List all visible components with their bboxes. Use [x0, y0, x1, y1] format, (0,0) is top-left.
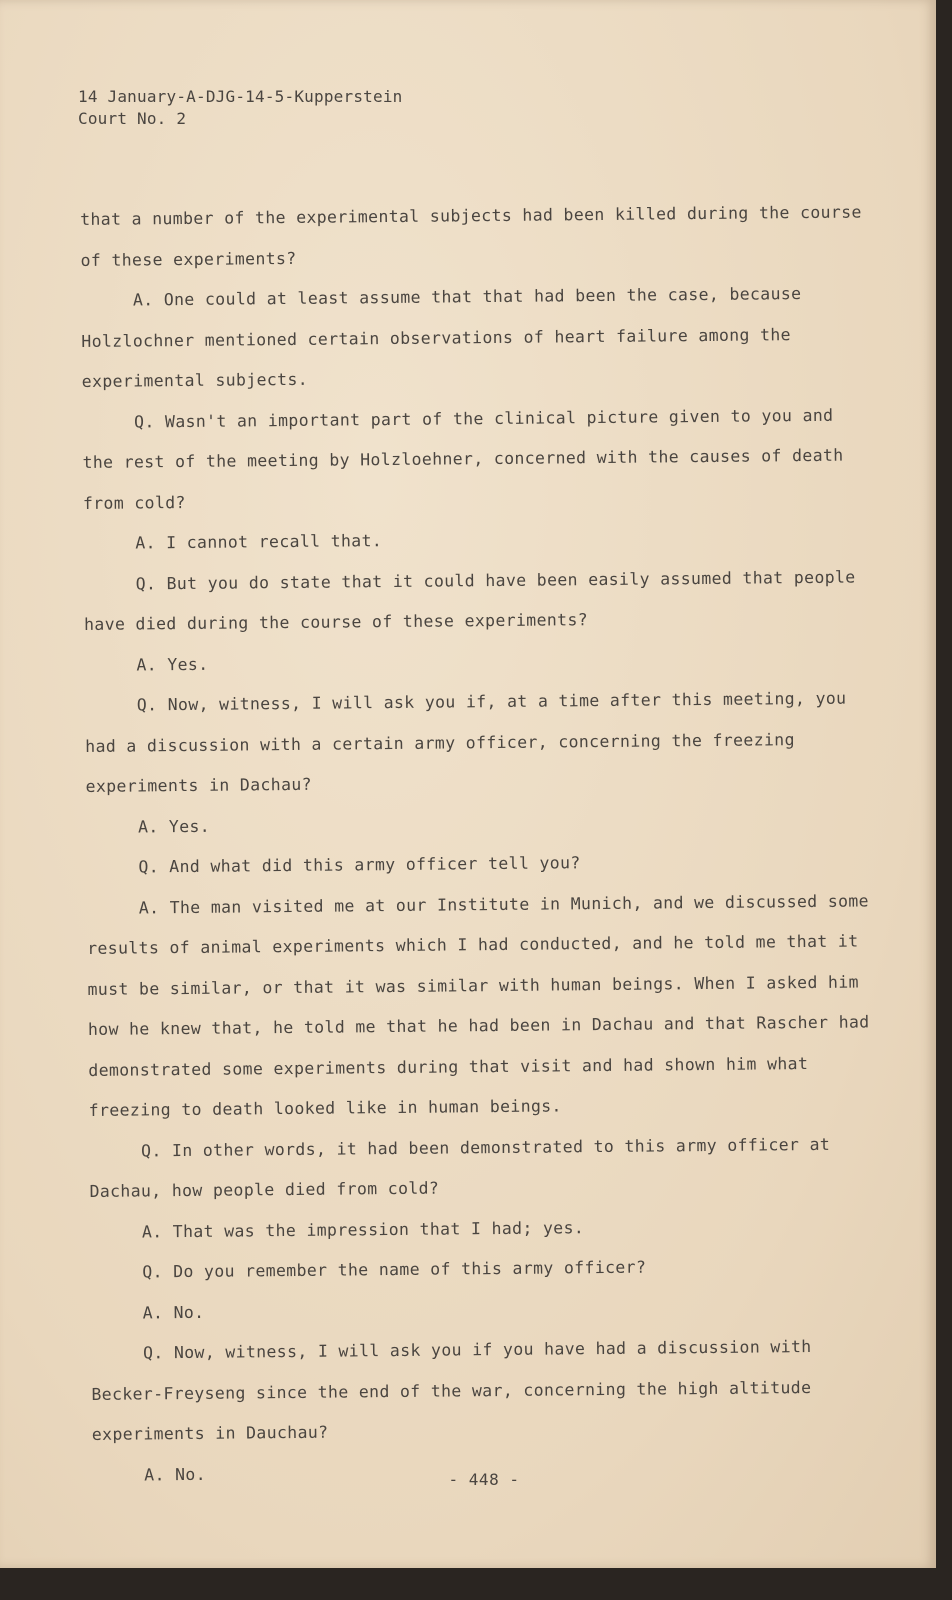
transcript-paragraph: A. No. — [144, 1464, 207, 1484]
transcript-paragraph: Q. Now, witness, I will ask you if you have had a discussion with Becker-Freyseng since the end of the war, concerning the high altitude experiments in Dauchau? — [91, 1337, 812, 1444]
scan-background — [0, 1568, 952, 1600]
transcript-paragraph: Q. And what did this army officer tell you? — [138, 853, 581, 877]
transcript-paragraph: A. Yes. — [137, 816, 211, 836]
transcript-paragraph: A. I cannot recall that. — [135, 531, 383, 553]
transcript-paragraph: Q. Do you remember the name of this army officer? — [142, 1257, 647, 1282]
transcript-paragraph: that a number of the experimental subjects had been killed during the course of these experiments? — [80, 202, 862, 270]
transcript-paragraph: Q. But you do state that it could have been easily assumed that people have died during the course of these experiments? — [83, 567, 856, 634]
transcript-paragraph: Q. In other words, it had been demonstrated to this army officer at Dachau, how people died from cold? — [89, 1134, 831, 1201]
page-number: - 448 - — [448, 1470, 520, 1489]
transcript-body — [80, 192, 882, 1496]
header-reference: 14 January-A-DJG-14-5-Kupperstein — [78, 87, 403, 106]
transcript-paragraph: A. The man visited me at our Institute in Munich, and we discussed some results of animal experiments which I had conducted, and he told me that it must be similar, or that it was similar with human beings. When I asked him how he knew that, he told me that he had been in Dachau and that Rascher had demonstrated some experiments during that visit and had shown him what freezing to death looked like in human beings. — [87, 890, 870, 1120]
transcript-paragraph: A. That was the impression that I had; yes. — [141, 1217, 585, 1241]
transcript-paragraph: A. Yes. — [136, 654, 209, 674]
transcript-paragraph: A. No. — [142, 1302, 205, 1322]
court-number: Court No. 2 — [78, 109, 187, 128]
document-header — [78, 86, 402, 130]
transcript-paragraph: A. One could at least assume that that had been the case, because Holzlochner mentioned certain observations of heart failure among the experimental subjects. — [81, 284, 802, 391]
transcript-paragraph: Q. Wasn't an important part of the clinical picture given to you and the rest of the meeting by Holzloehner, concerned with the causes of death from cold? — [82, 405, 844, 513]
transcript-paragraph: Q. Now, witness, I will ask you if, at a time after this meeting, you had a discussion with a certain army officer, concerning the freezing experiments in Dachau? — [85, 688, 847, 796]
